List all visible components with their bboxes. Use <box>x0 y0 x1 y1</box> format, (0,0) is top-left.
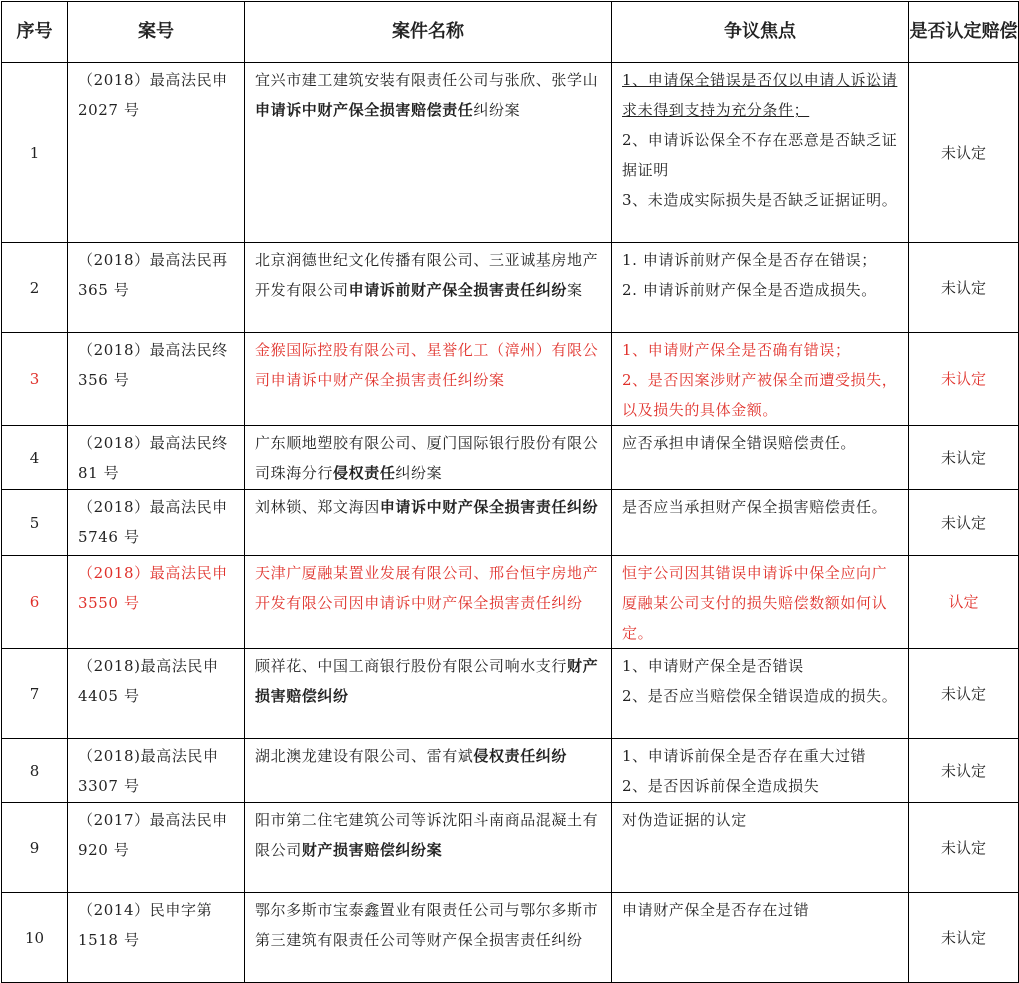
row-case-name: 宜兴市建工建筑安装有限责任公司与张欣、张学山申请诉中财产保全损害赔偿责任纠纷案 <box>245 63 612 243</box>
row-no: 6 <box>2 556 68 649</box>
case-table <box>1 1 1019 983</box>
row-no: 1 <box>2 63 68 243</box>
row-focus: 1、申请诉前保全是否存在重大过错 2、是否因诉前保全造成损失 <box>612 739 909 803</box>
row-focus: 1. 申请诉前财产保全是否存在错误； 2. 申请诉前财产保全是否造成损失。 <box>612 243 909 333</box>
row-focus: 应否承担申请保全错误赔偿责任。 <box>612 426 909 490</box>
row-case-no: （2018）最高法民再 365 号 <box>68 243 245 333</box>
table-row <box>2 490 1019 556</box>
row-compensation: 未认定 <box>909 426 1019 490</box>
header-compensation: 是否认定赔偿 <box>909 2 1019 63</box>
table-row <box>2 893 1019 983</box>
table-row <box>2 556 1019 649</box>
row-compensation: 未认定 <box>909 803 1019 893</box>
row-case-no: （2017）最高法民申 920 号 <box>68 803 245 893</box>
row-no: 10 <box>2 893 68 983</box>
row-case-name: 鄂尔多斯市宝泰鑫置业有限责任公司与鄂尔多斯市第三建筑有限责任公司等财产保全损害责任纠纷 <box>245 893 612 983</box>
row-case-no: （2018）最高法民申 5746 号 <box>68 490 245 556</box>
table-row <box>2 243 1019 333</box>
row-case-name: 北京润德世纪文化传播有限公司、三亚诚基房地产开发有限公司申请诉前财产保全损害责任纠纷案 <box>245 243 612 333</box>
row-compensation: 未认定 <box>909 739 1019 803</box>
header-focus: 争议焦点 <box>612 2 909 63</box>
header-case-name: 案件名称 <box>245 2 612 63</box>
row-case-name: 湖北澳龙建设有限公司、雷有斌侵权责任纠纷 <box>245 739 612 803</box>
row-no: 5 <box>2 490 68 556</box>
row-no: 2 <box>2 243 68 333</box>
row-no: 7 <box>2 649 68 739</box>
row-compensation: 未认定 <box>909 333 1019 426</box>
row-case-name: 阳市第二住宅建筑公司等诉沈阳斗南商品混凝土有限公司财产损害赔偿纠纷案 <box>245 803 612 893</box>
row-focus: 对伪造证据的认定 <box>612 803 909 893</box>
table-row <box>2 649 1019 739</box>
row-no: 4 <box>2 426 68 490</box>
row-case-name: 金猴国际控股有限公司、星誉化工（漳州）有限公司申请诉中财产保全损害责任纠纷案 <box>245 333 612 426</box>
row-compensation: 未认定 <box>909 63 1019 243</box>
row-case-no: （2018）最高法民终 356 号 <box>68 333 245 426</box>
row-compensation: 未认定 <box>909 490 1019 556</box>
row-case-no: （2018）最高法民申 3550 号 <box>68 556 245 649</box>
row-no: 8 <box>2 739 68 803</box>
row-case-no: （2018）最高法民终 81 号 <box>68 426 245 490</box>
row-compensation: 认定 <box>909 556 1019 649</box>
table-row <box>2 739 1019 803</box>
table-row <box>2 426 1019 490</box>
row-no: 3 <box>2 333 68 426</box>
row-case-no: （2018)最高法民申 3307 号 <box>68 739 245 803</box>
row-compensation: 未认定 <box>909 649 1019 739</box>
row-case-name: 顾祥花、中国工商银行股份有限公司响水支行财产损害赔偿纠纷 <box>245 649 612 739</box>
row-case-name: 广东顺地塑胶有限公司、厦门国际银行股份有限公司珠海分行侵权责任纠纷案 <box>245 426 612 490</box>
row-case-name: 刘林锁、郑文海因申请诉中财产保全损害责任纠纷 <box>245 490 612 556</box>
table-row <box>2 63 1019 243</box>
table-row <box>2 333 1019 426</box>
row-focus: 申请财产保全是否存在过错 <box>612 893 909 983</box>
row-focus: 1、申请保全错误是否仅以申请人诉讼请求未得到支持为充分条件； 2、申请诉讼保全不存在恶意是否缺乏证据证明 3、未造成实际损失是否缺乏证据证明。 <box>612 63 909 243</box>
row-compensation: 未认定 <box>909 243 1019 333</box>
row-focus: 恒宇公司因其错误申请诉中保全应向广厦融某公司支付的损失赔偿数额如何认定。 <box>612 556 909 649</box>
row-focus: 1、申请财产保全是否错误 2、是否应当赔偿保全错误造成的损失。 <box>612 649 909 739</box>
row-compensation: 未认定 <box>909 893 1019 983</box>
row-case-no: （2018)最高法民申 4405 号 <box>68 649 245 739</box>
row-focus: 是否应当承担财产保全损害赔偿责任。 <box>612 490 909 556</box>
row-focus: 1、申请财产保全是否确有错误； 2、是否因案涉财产被保全而遭受损失，以及损失的具体金额。 <box>612 333 909 426</box>
table-row <box>2 803 1019 893</box>
header-no: 序号 <box>2 2 68 63</box>
row-no: 9 <box>2 803 68 893</box>
row-case-no: （2014）民申字第 1518 号 <box>68 893 245 983</box>
header-row <box>2 2 1019 63</box>
header-case-no: 案号 <box>68 2 245 63</box>
row-case-name: 天津广厦融某置业发展有限公司、邢台恒宇房地产开发有限公司因申请诉中财产保全损害责任纠纷 <box>245 556 612 649</box>
row-case-no: （2018）最高法民申 2027 号 <box>68 63 245 243</box>
